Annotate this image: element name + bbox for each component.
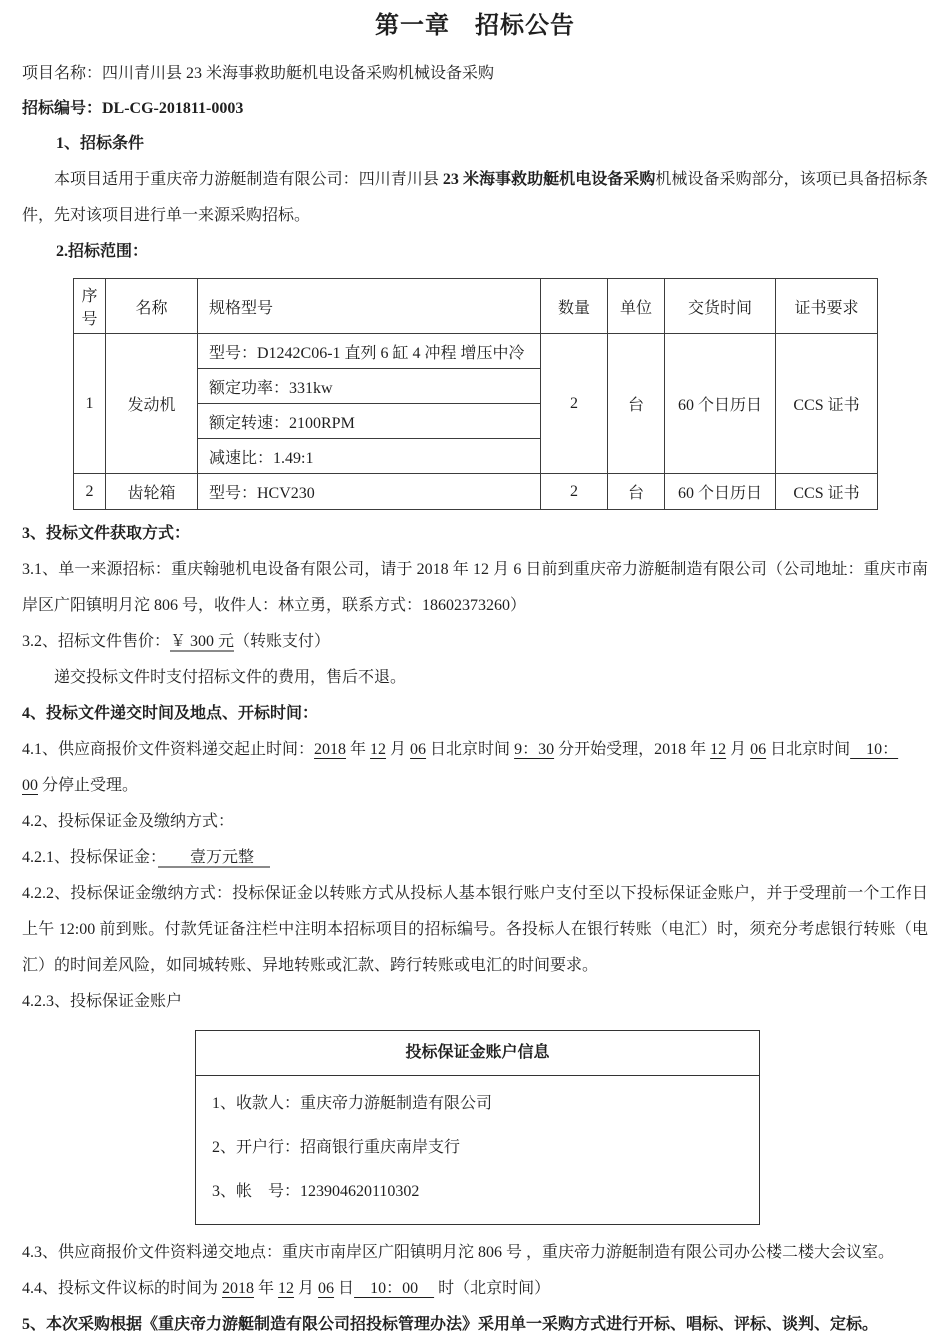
deposit-account-heading: 4.2.3、投标保证金账户 (22, 993, 183, 1010)
end-time-minute: 00 (22, 777, 38, 794)
text-run: 年 (346, 741, 371, 758)
end-time-hour: 10： (850, 741, 899, 758)
deposit-account-box-title: 投标保证金账户信息 (196, 1031, 759, 1076)
text-run: （转账支付） (234, 633, 331, 650)
end-month: 12 (710, 741, 727, 758)
bank-line: 2、开户行：招商银行重庆南岸支行 (212, 1139, 461, 1156)
col-header-cert: 证书要求 (776, 279, 878, 334)
col-header-no: 序号 (74, 279, 106, 334)
col-header-name: 名称 (106, 279, 198, 334)
text-run: 3.2、招标文件售价： (22, 633, 171, 650)
text-run: 月 (386, 741, 411, 758)
cell-engine-unit: 台 (608, 334, 665, 474)
cell-engine-spec-ratio: 减速比：1.49:1 (198, 439, 541, 474)
cell-gearbox-cert: CCS 证书 (776, 474, 878, 510)
negotiation-day: 06 (318, 1280, 335, 1297)
text-run: 日北京时间 (426, 741, 515, 758)
cell-gearbox-delivery: 60 个日历日 (665, 474, 776, 510)
fee-nonrefundable-note: 递交投标文件时支付招标文件的费用，售后不退。 (54, 669, 407, 686)
cell-engine-spec-power: 额定功率：331kw (198, 369, 541, 404)
tender-number-line: 招标编号：DL-CG-201811-0003 (22, 100, 244, 117)
cell-engine-delivery: 60 个日历日 (665, 334, 776, 474)
text-run: 月 (294, 1280, 319, 1297)
cell-gearbox-spec: 型号：HCV230 (198, 474, 541, 510)
text-run: 4.4、投标文件议标的时间为 (22, 1280, 223, 1297)
text-run: 日 (334, 1280, 355, 1297)
start-time: 9：30 (514, 741, 555, 758)
account-number-line: 3、帐 号：123904620110302 (212, 1183, 420, 1200)
text-run: 时（北京时间） (434, 1280, 551, 1297)
cell-engine-qty: 2 (541, 334, 608, 474)
deposit-account-box (195, 1030, 760, 1225)
col-header-delivery: 交货时间 (665, 279, 776, 334)
section-3-heading: 3、投标文件获取方式： (22, 525, 191, 542)
col-header-qty: 数量 (541, 279, 608, 334)
document-obtain-paragraph: 3.1、单一来源招标：重庆翰驰机电设备有限公司，请于 2018 年 12 月 6 日前到重庆帝力游艇制造有限公司（公司地址：重庆市南岸区广阳镇明月沱 806 号，收件人：林立勇，联系方式：18602373260） (22, 561, 928, 614)
deposit-amount-line (22, 840, 928, 876)
cell-engine-spec-speed: 额定转速：2100RPM (198, 404, 541, 439)
negotiation-time: 10：00 (354, 1280, 435, 1297)
end-day: 06 (750, 741, 767, 758)
cell-gearbox-name: 齿轮箱 (106, 474, 198, 510)
col-header-unit: 单位 (608, 279, 665, 334)
cell-engine-spec-model: 型号：D1242C06-1 直列 6 缸 4 冲程 增压中冷 (198, 334, 541, 369)
deposit-payment-paragraph: 4.2.2、投标保证金缴纳方式：投标保证金以转账方式从投标人基本银行账户支付至以下投标保证金账户，并于受理前一个工作日上午 12:00 前到账。付款凭证备注栏中注明本招标项目的招标编号。各投标人在银行转账（电汇）时，须充分考虑银行转账（电汇）的时间差风险，如同城转账、异地转账或汇款、跨行转账或电汇的时间要求。 (22, 885, 928, 974)
start-month: 12 (370, 741, 387, 758)
text-run: 分开始受理，2018 年 (554, 741, 711, 758)
cell-gearbox-unit: 台 (608, 474, 665, 510)
text-run: 本项目适用于重庆帝力游艇制造有限公司：四川青川县 (54, 171, 443, 188)
page-title: 第一章 招标公告 (375, 13, 575, 39)
table-row-engine (74, 334, 878, 369)
negotiation-year: 2018 (222, 1280, 255, 1297)
text-run: 月 (726, 741, 751, 758)
cell-gearbox-no: 2 (74, 474, 106, 510)
project-name-line: 项目名称：四川青川县 23 米海事救助艇机电设备采购机械设备采购 (22, 65, 495, 82)
deposit-account-box-body (196, 1076, 759, 1224)
scope-table (73, 278, 878, 510)
deposit-amount-value: 壹万元整 (158, 849, 271, 866)
tender-conditions-paragraph (22, 162, 928, 234)
document-price-value: ￥ 300 元 (170, 633, 235, 650)
submission-location-line: 4.3、供应商报价文件资料递交地点：重庆市南岸区广阳镇明月沱 806 号 ，重庆帝力游艇制造有限公司办公楼二楼大会议室。 (22, 1244, 895, 1261)
text-run: 4.2.1、投标保证金： (22, 849, 159, 866)
negotiation-time-line (22, 1271, 928, 1307)
text-run: 机械设备采购部分，该项已具备招标条件，先对该项目进行单一来源采购招标。 (22, 171, 928, 224)
col-header-spec: 规格型号 (198, 279, 541, 334)
section-2-heading: 2.招标范围： (56, 243, 149, 260)
submission-time-paragraph (22, 732, 928, 804)
document-price-line (22, 624, 928, 660)
text-run: 4.1、供应商报价文件资料递交起止时间： (22, 741, 315, 758)
section-4-heading: 4、投标文件递交时间及地点、开标时间： (22, 705, 319, 722)
section-1-heading: 1、招标条件 (56, 135, 145, 152)
text-run: 分停止受理。 (38, 777, 139, 794)
deposit-method-heading: 4.2、投标保证金及缴纳方式： (22, 813, 235, 830)
cell-gearbox-qty: 2 (541, 474, 608, 510)
section-5-text: 5、本次采购根据《重庆帝力游艇制造有限公司招投标管理办法》采用单一采购方式进行开标、唱标、评标、谈判、定标。 (22, 1316, 879, 1333)
text-run: 日北京时间 (766, 741, 851, 758)
payee-line: 1、收款人：重庆帝力游艇制造有限公司 (212, 1095, 493, 1112)
table-row-gearbox (74, 474, 878, 510)
cell-engine-name: 发动机 (106, 334, 198, 474)
cell-engine-no: 1 (74, 334, 106, 474)
cell-engine-cert: CCS 证书 (776, 334, 878, 474)
negotiation-month: 12 (278, 1280, 295, 1297)
scope-table-header-row (74, 279, 878, 334)
start-day: 06 (410, 741, 427, 758)
start-year: 2018 (314, 741, 347, 758)
bold-run-project-package: 23 米海事救助艇机电设备采购 (442, 171, 656, 188)
text-run: 年 (254, 1280, 279, 1297)
